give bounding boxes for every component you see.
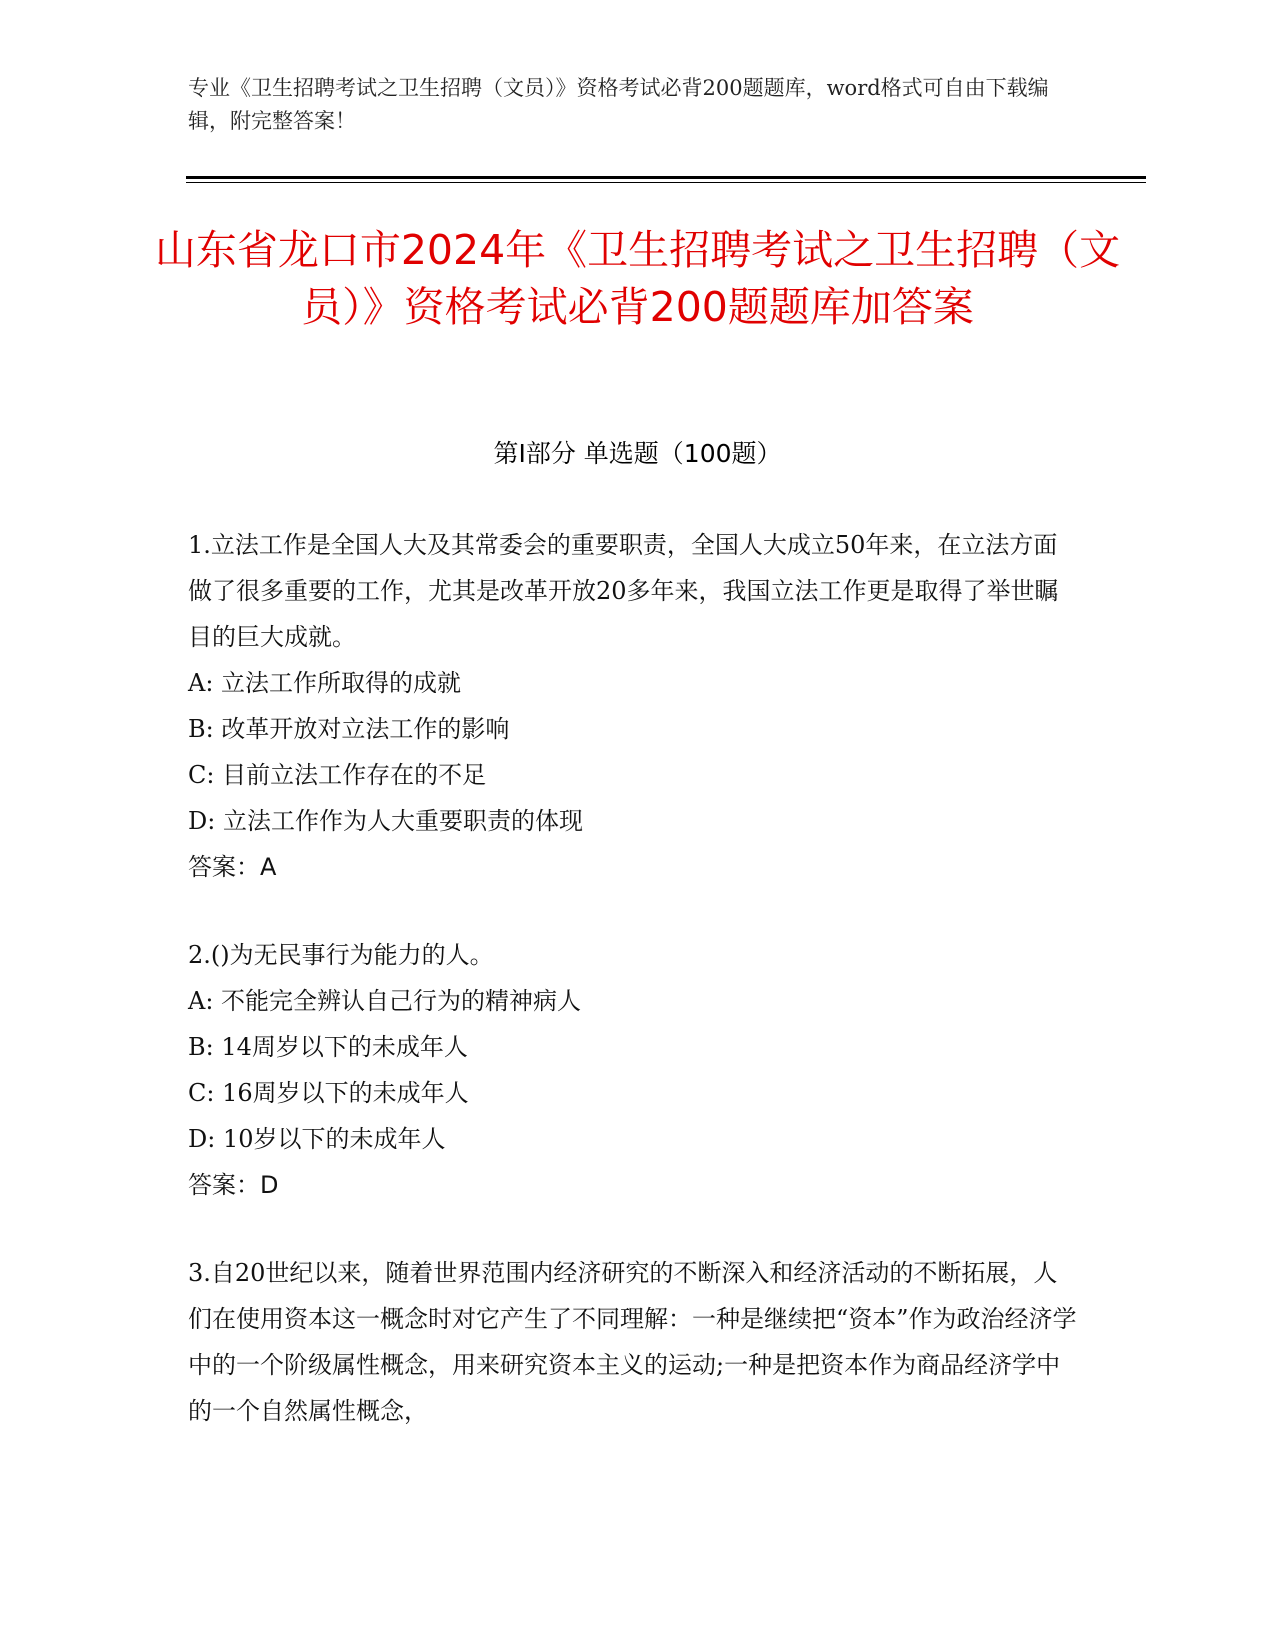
option-list <box>188 978 1078 1162</box>
option-d: D: 立法工作作为人大重要职责的体现 <box>188 807 583 835</box>
option-c: C: 16周岁以下的未成年人 <box>188 1079 469 1107</box>
question-1 <box>188 522 1078 890</box>
answer-line: 答案：D <box>188 1171 279 1199</box>
option-b: B: 14周岁以下的未成年人 <box>188 1033 468 1061</box>
document-title: 山东省龙口市2024年《卫生招聘考试之卫生招聘（文员）》资格考试必背200题题库加答案 <box>154 226 1121 331</box>
option-c: C: 目前立法工作存在的不足 <box>188 761 487 789</box>
question-stem: 2.()为无民事行为能力的人。 <box>188 941 494 969</box>
option-b: B: 改革开放对立法工作的影响 <box>188 715 510 743</box>
answer-line: 答案：A <box>188 853 277 881</box>
option-a: A: 立法工作所取得的成就 <box>188 669 462 697</box>
header-note: 专业《卫生招聘考试之卫生招聘（文员）》资格考试必背200题题库，word格式可自由下载编辑，附完整答案！ <box>188 76 1049 133</box>
header-divider-thin <box>186 182 1146 183</box>
option-a: A: 不能完全辨认自己行为的精神病人 <box>188 987 582 1015</box>
option-d: D: 10岁以下的未成年人 <box>188 1125 446 1153</box>
question-list <box>188 522 1078 1434</box>
question-stem: 3.自20世纪以来，随着世界范围内经济研究的不断深入和经济活动的不断拓展，人们在使用资本这一概念时对它产生了不同理解：一种是继续把“资本”作为政治经济学中的一个阶级属性概念，用来研究资本主义的运动;一种是把资本作为商品经济学中的一个自然属性概念， <box>188 1259 1077 1425</box>
option-list <box>188 660 1078 844</box>
header-divider-thick <box>186 176 1146 179</box>
section-heading: 第Ⅰ部分 单选题（100题） <box>493 439 782 468</box>
question-3 <box>188 1250 1078 1434</box>
question-stem: 1.立法工作是全国人大及其常委会的重要职责，全国人大成立50年来，在立法方面做了很多重要的工作，尤其是改革开放20多年来，我国立法工作更是取得了举世瞩目的巨大成就。 <box>188 531 1059 651</box>
question-2 <box>188 932 1078 1208</box>
